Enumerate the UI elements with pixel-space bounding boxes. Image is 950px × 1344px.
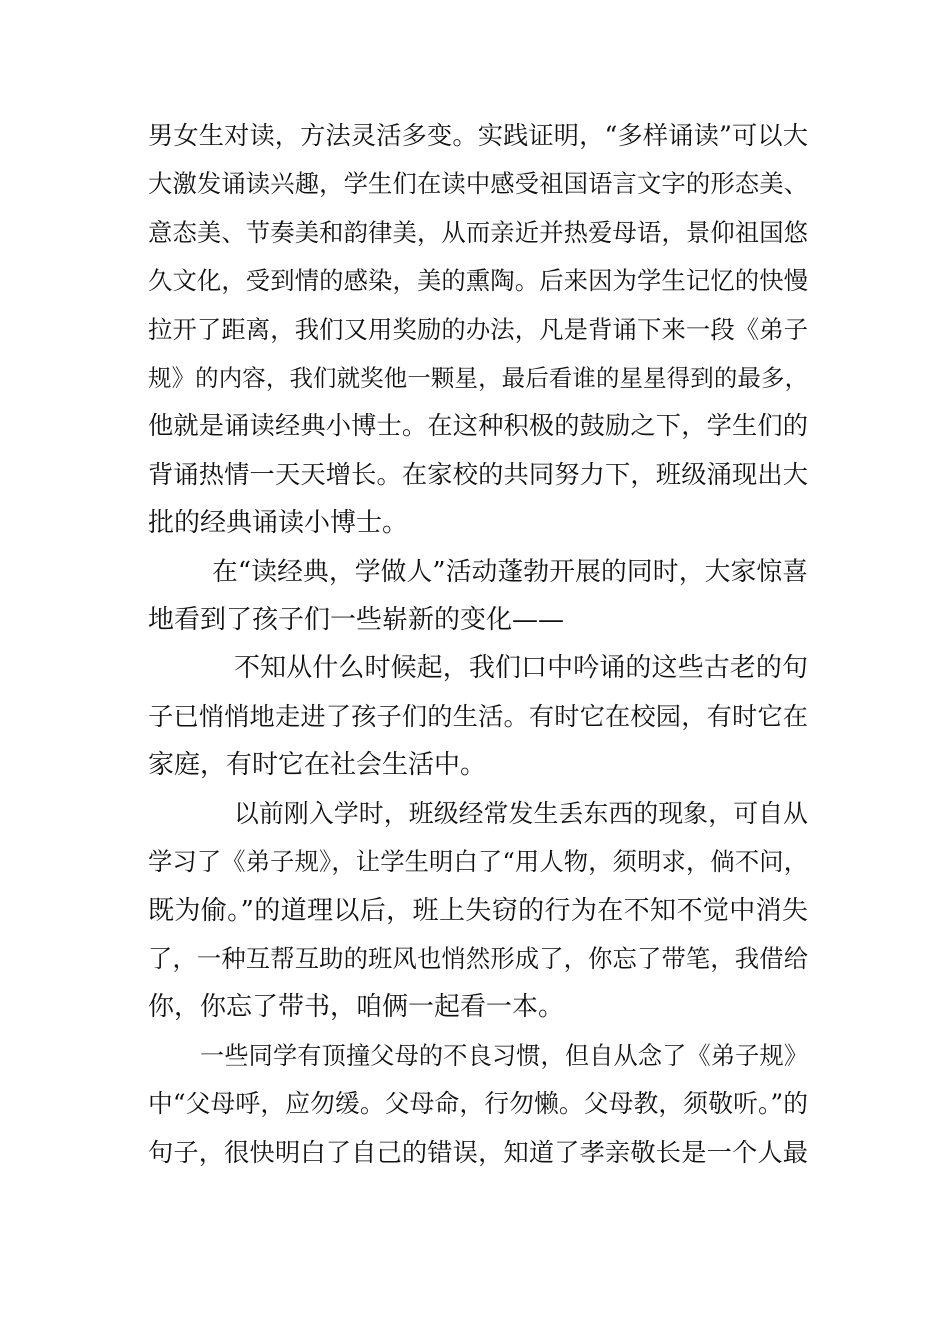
text-line: 久文化，受到情的感染，美的熏陶。后来因为学生记忆的快慢 [148,266,808,296]
text-line: 拉开了距离，我们又用奖励的办法，凡是背诵下来一段《弟子 [148,314,808,344]
paragraph-4 [148,790,808,1032]
text-line: 中“父母呼，应勿缓。父母命，行勿懒。父母教，须敬听。”的 [148,1089,808,1119]
text-line: 句子，很快明白了自己的错误，知道了孝亲敬长是一个人最 [148,1137,808,1167]
text-line: 子已悄悄地走进了孩子们的生活。有时它在校园，有时它在 [148,701,808,731]
text-line: 他就是诵读经典小博士。在这种积极的鼓励之下，学生们的 [148,411,808,441]
text-line: 意态美、节奏美和韵律美，从而亲近并热爱母语，景仰祖国悠 [148,217,808,247]
text-line: 批的经典诵读小博士。 [148,508,409,539]
text-line: 背诵热情一天天增长。在家校的共同努力下，班级涌现出大 [148,459,808,489]
text-line: 了，一种互帮互助的班风也悄然形成了，你忘了带笔，我借给 [148,943,808,973]
text-line: 男女生对读，方法灵活多变。实践证明，“多样诵读”可以大 [148,121,808,150]
paragraph-3 [148,644,808,789]
text-line: 以前刚入学时，班级经常发生丢东西的现象，可自从 [234,798,808,828]
text-line: 规》的内容，我们就奖他一颗星，最后看谁的星星得到的最多， [148,364,808,393]
paragraph-1 [148,112,808,548]
text-line: 不知从什么时候起，我们口中吟诵的这些古老的句 [234,653,808,684]
text-line: 学习了《弟子规》，让学生明白了“用人物，须明求，倘不问， [148,847,808,877]
text-line: 家庭，有时它在社会生活中。 [148,750,487,781]
text-line: 既为偷。”的道理以后，班上失窃的行为在不知不觉中消失 [148,895,808,926]
paragraph-2 [148,548,808,645]
text-line: 一些同学有顶撞父母的不良习惯，但自从念了《弟子规》 [200,1041,808,1070]
text-line: 在“读经典，学做人”活动蓬勃开展的同时，大家惊喜 [212,556,808,587]
body-text [148,112,808,1177]
text-line: 你，你忘了带书，咱俩一起看一本。 [148,992,565,1023]
paragraph-5 [148,1032,808,1177]
text-line: 大激发诵读兴趣，学生们在读中感受祖国语言文字的形态美、 [148,169,808,199]
text-line: 地看到了孩子们一些崭新的变化—— [148,605,565,636]
